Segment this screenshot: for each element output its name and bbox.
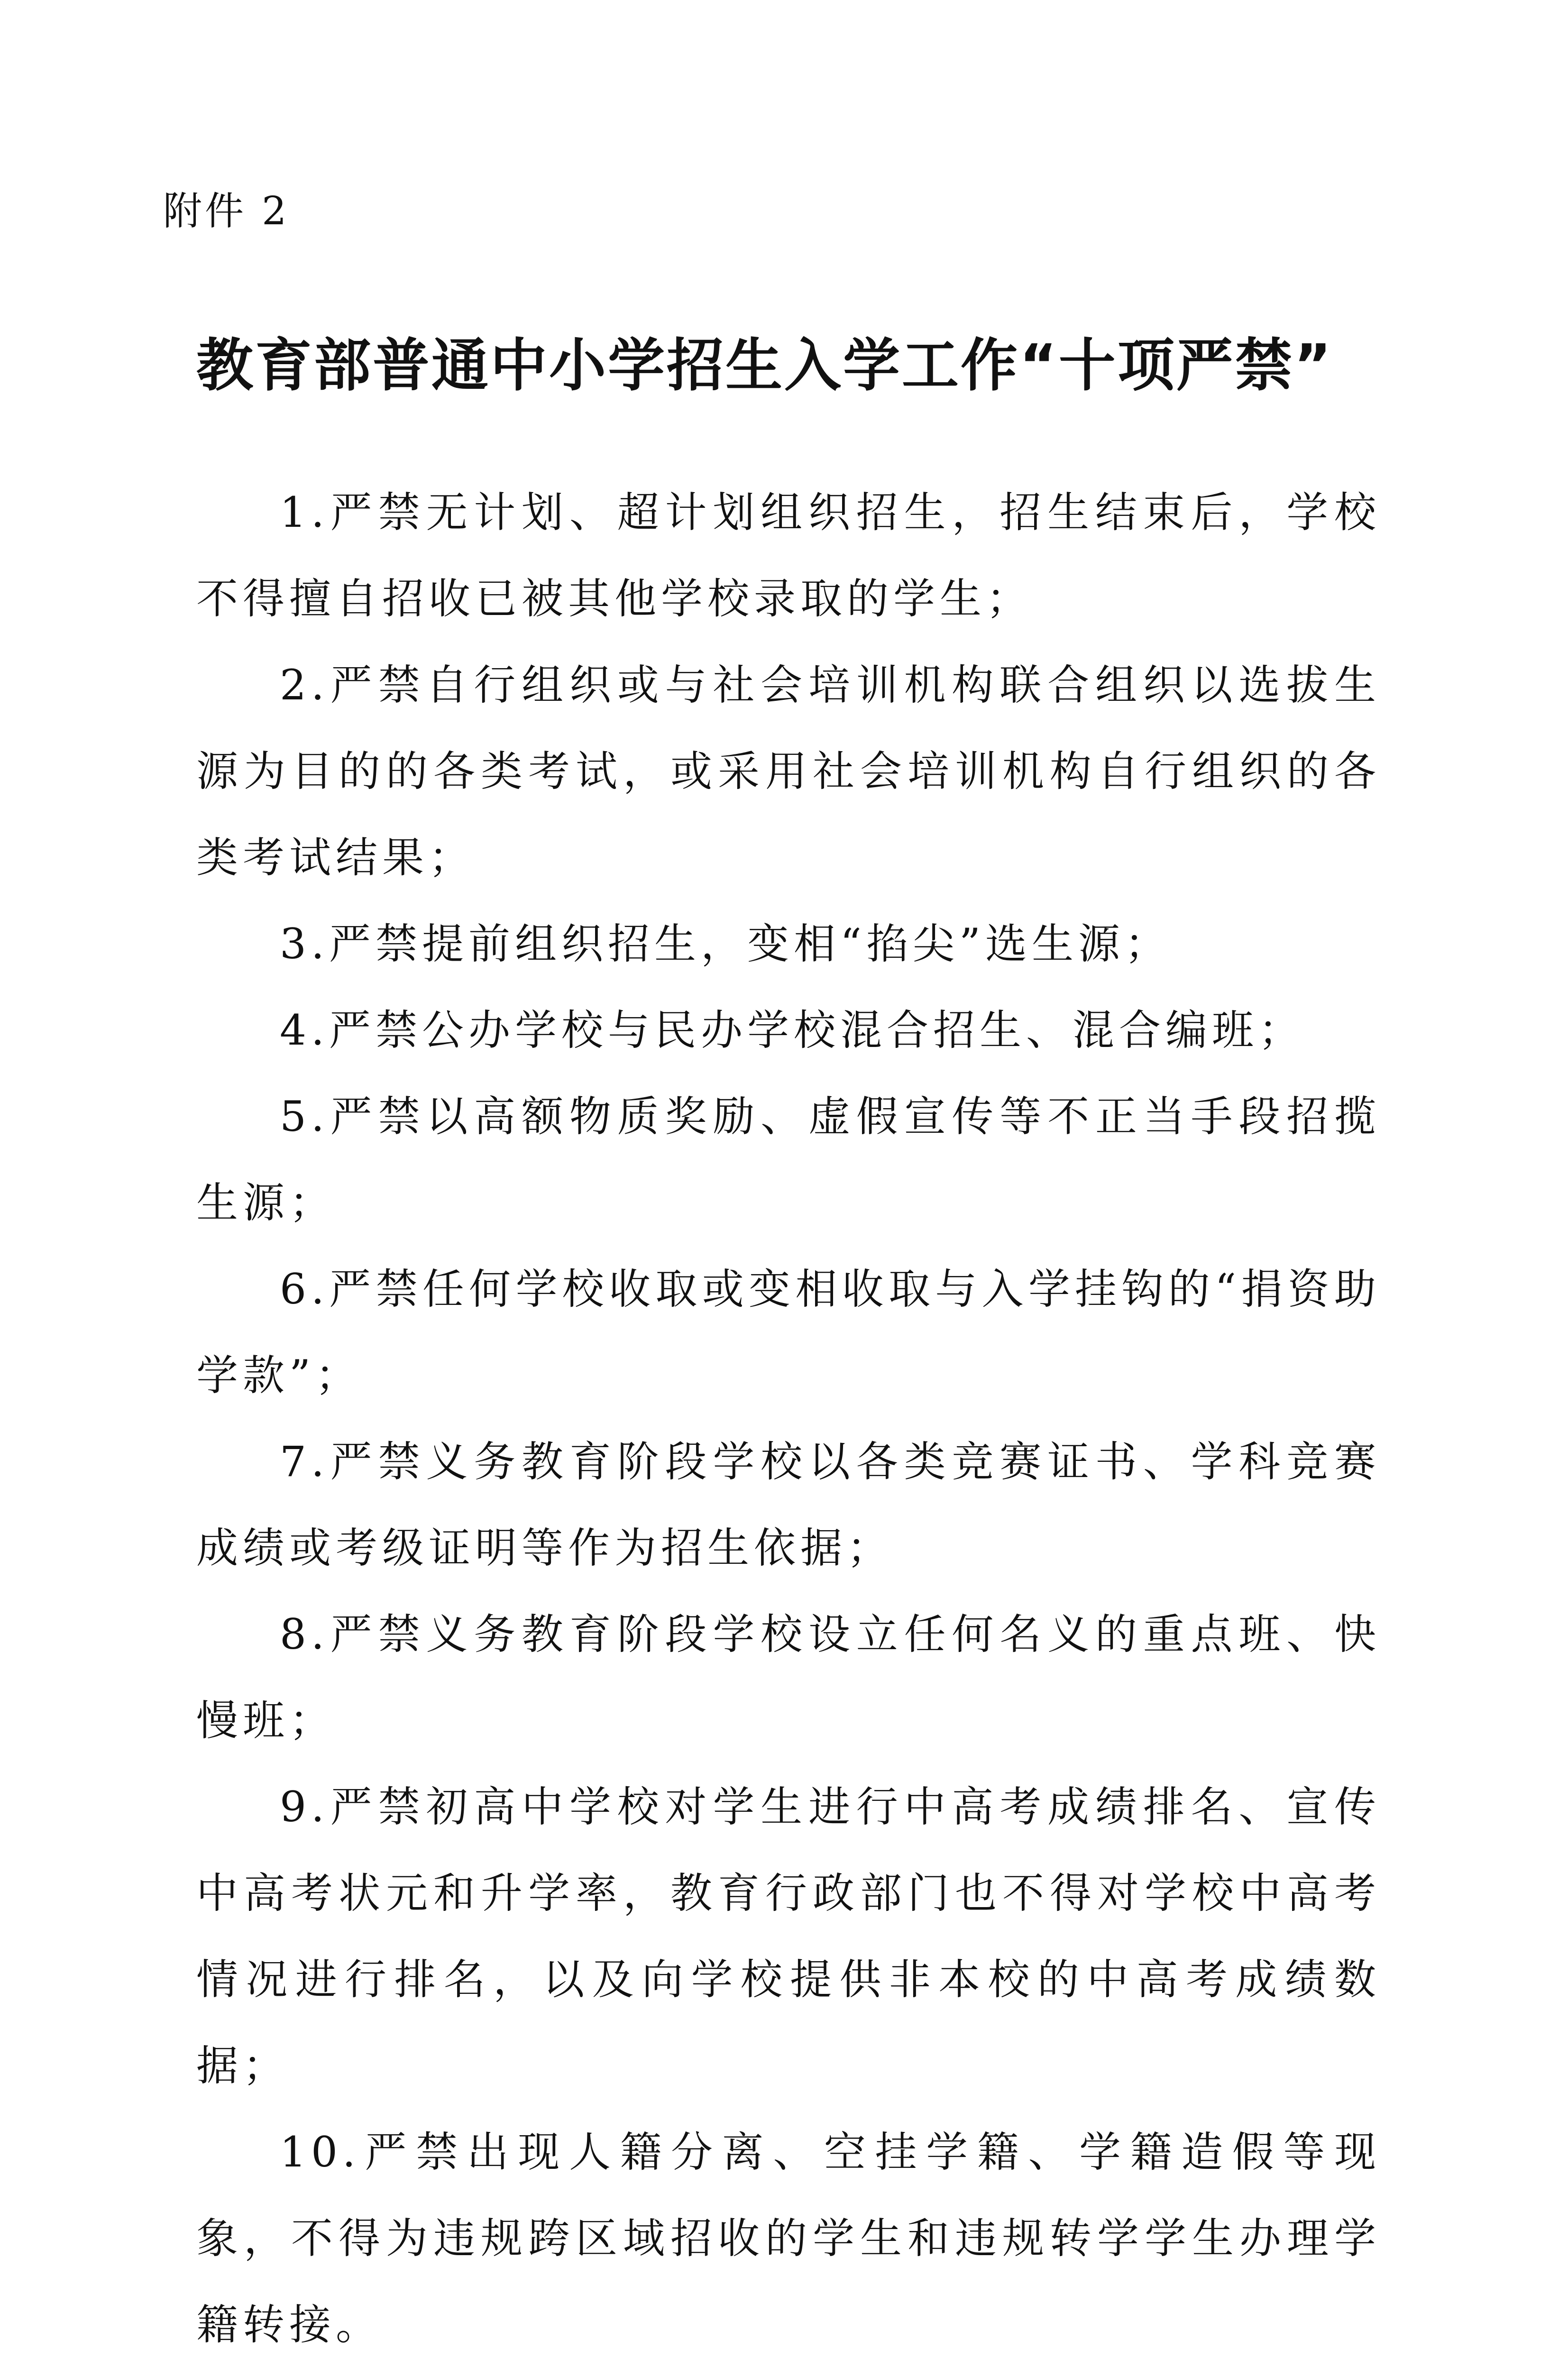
document-title: 教育部普通中小学招生入学工作“十项严禁” — [196, 333, 1333, 399]
rule-item-2: 2.严禁自行组织或与社会培训机构联合组织以选拔生源为目的的各类考试，或采用社会培训机构自行组织的各类考试结果； — [196, 661, 1381, 882]
rule-item-9: 9.严禁初高中学校对学生进行中高考成绩排名、宣传中高考状元和升学率，教育行政部门也不得对学校中高考情况进行排名，以及向学校提供非本校的中高考成绩数据； — [196, 1782, 1381, 2090]
rule-item-3: 3.严禁提前组织招生，变相“掐尖”选生源； — [280, 919, 1171, 968]
rule-item-8: 8.严禁义务教育阶段学校设立任何名义的重点班、快慢班； — [196, 1610, 1381, 1745]
rules-list — [196, 469, 1381, 2368]
rule-item-5: 5.严禁以高额物质奖励、虚假宣传等不正当手段招揽生源； — [196, 1092, 1381, 1227]
attachment-label: 附件 2 — [163, 189, 290, 234]
rule-item-7: 7.严禁义务教育阶段学校以各类竞赛证书、学科竞赛成绩或考级证明等作为招生依据； — [196, 1437, 1381, 1572]
rule-item-6: 6.严禁任何学校收取或变相收取与入学挂钩的“捐资助学款”； — [196, 1265, 1381, 1400]
rule-item-4: 4.严禁公办学校与民办学校混合招生、混合编班； — [280, 1006, 1305, 1055]
rule-item-1: 1.严禁无计划、超计划组织招生，招生结束后，学校不得擅自招收已被其他学校录取的学生； — [196, 488, 1381, 623]
rule-item-10: 10.严禁出现人籍分离、空挂学籍、学籍造假等现象，不得为违规跨区域招收的学生和违规转学学生办理学籍转接。 — [196, 2128, 1381, 2349]
